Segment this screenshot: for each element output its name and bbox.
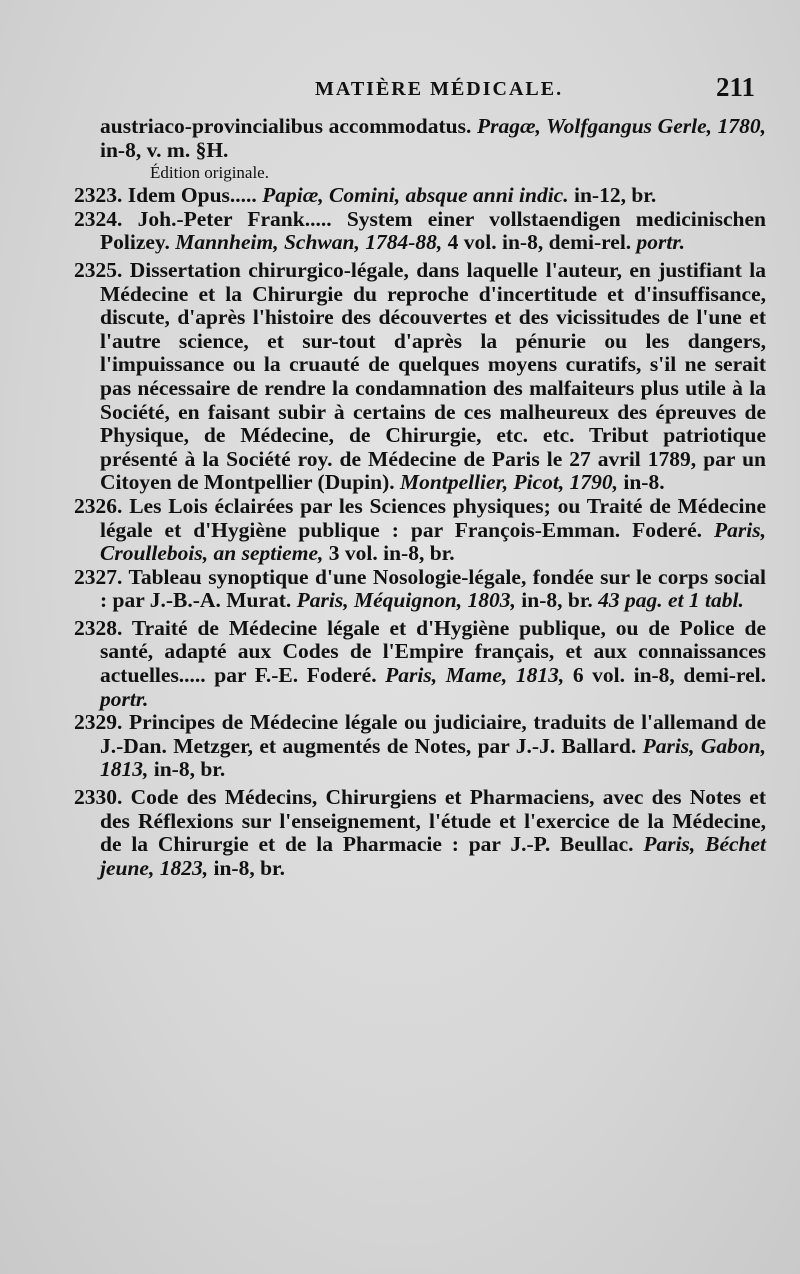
entry-number: 2327. — [74, 564, 123, 589]
entry-title: Les Lois éclairées par les Sciences physiques; ou Traité de Médecine légale et d'Hygiène publique : par François-Emman. Foderé. — [100, 493, 766, 542]
continuation-format: in-8, v. m. §H. — [100, 137, 229, 162]
entry-imprint: Paris, Méquignon, 1803, — [296, 588, 516, 613]
entry-format: 6 vol. in-8, demi-rel. — [572, 663, 766, 688]
entry-format: in-8, br. — [153, 757, 226, 782]
entry-format: in-12, br. — [573, 183, 657, 208]
entry-format: 3 vol. in-8, br. — [328, 541, 455, 566]
entry-title: Code des Médecins, Chirurgiens et Pharmaciens, avec des Notes et des Réflexions sur l'enseignement, l'étude et l'exercice de la Médecine, de la Chirurgie et de la Pharmacie : par J.-P. Beullac. — [100, 785, 766, 857]
running-title: MATIÈRE MÉDICALE. — [315, 78, 564, 100]
continuation-imprint: Pragæ, Wolfgangus Gerle, 1780, — [476, 114, 766, 138]
entry-2330 — [74, 786, 766, 880]
entry-extra: portr. — [100, 686, 149, 711]
entry-imprint: Paris, Croullebois, an septieme, — [100, 517, 767, 566]
entry-format: in-8, br. — [521, 588, 593, 613]
entry-imprint: Paris, Mame, 1813, — [385, 663, 565, 688]
entry-format: in-8. — [623, 470, 665, 495]
entry-title: Tableau synoptique d'une Nosologie-légale, fondée sur le corps social : par J.-B.-A. Murat. — [100, 564, 766, 613]
entry-title: Joh.-Peter Frank..... System einer vollstaendigen medicinischen Polizey. — [100, 206, 767, 255]
entry-imprint: Papiæ, Comini, absque anni indic. — [262, 183, 569, 208]
entry-imprint: Mannheim, Schwan, 1784-88, — [175, 230, 443, 255]
entry-format: in-8, br. — [213, 855, 285, 880]
entry-2326 — [74, 495, 766, 566]
continuation-entry — [100, 115, 766, 162]
entry-number: 2330. — [74, 785, 123, 810]
entry-number: 2323. — [74, 183, 123, 208]
entry-title: Idem Opus..... — [127, 183, 257, 208]
entry-2328 — [74, 617, 766, 711]
entry-imprint: Paris, Béchet jeune, 1823, — [100, 832, 767, 880]
entry-title: Principes de Médecine légale ou judiciaire, traduits de l'allemand de J.-Dan. Metzger, et augmentés de Notes, par J.-J. Ballard. — [100, 710, 766, 758]
continuation-text: austriaco-provincialibus accommodatus. — [100, 114, 472, 138]
entry-number: 2324. — [74, 206, 123, 231]
entry-title: Traité de Médecine légale et d'Hygiène publique, ou de Police de santé, adapté aux Codes de l'Empire français, et aux connaissances actuelles..... par F.-E. Foderé. — [100, 615, 766, 688]
entry-extra: portr. — [636, 230, 685, 255]
entry-number: 2329. — [74, 710, 123, 735]
entry-title: Dissertation chirurgico-légale, dans laquelle l'auteur, en justifiant la Médecine et la Chirurgie du reproche d'incertitude et d'insuffisance, discute, d'après l'histoire des découvertes et des vicissitudes de l'une et l'autre science, et sur-tout d'après la pénurie ou les dangers, l'impuissance ou la cruauté de quelques moyens curatifs, s'il ne serait pas nécessaire de rendre la condamnation des malfaiteurs plus utile à la Société, en faisant subir à certains de ces malheureux des épreuves de Physique, de Médecine, de Chirurgie, etc. etc. Tribut patriotique présenté à la Société roy. de Médecine de Paris le 27 avril 1789, par un Citoyen de Montpellier (Dupin). — [100, 257, 767, 495]
entry-2323 — [74, 184, 766, 208]
edition-note: Édition originale. — [150, 163, 269, 183]
entry-format: 4 vol. in-8, demi-rel. — [447, 230, 632, 255]
entry-2325 — [74, 259, 766, 495]
entry-imprint: Paris, Gabon, 1813, — [100, 733, 767, 782]
entry-extra: 43 pag. et 1 tabl. — [598, 588, 744, 613]
page-header — [0, 72, 800, 108]
entry-2329 — [74, 711, 766, 782]
entry-number: 2326. — [74, 493, 123, 518]
entry-number: 2325. — [74, 257, 123, 282]
entry-2327 — [74, 566, 766, 613]
page-number: 211 — [716, 72, 756, 102]
entry-2324 — [74, 208, 766, 255]
entry-number: 2328. — [74, 615, 123, 640]
entry-imprint: Montpellier, Picot, 1790, — [400, 470, 618, 495]
bibliography-list — [74, 115, 766, 880]
